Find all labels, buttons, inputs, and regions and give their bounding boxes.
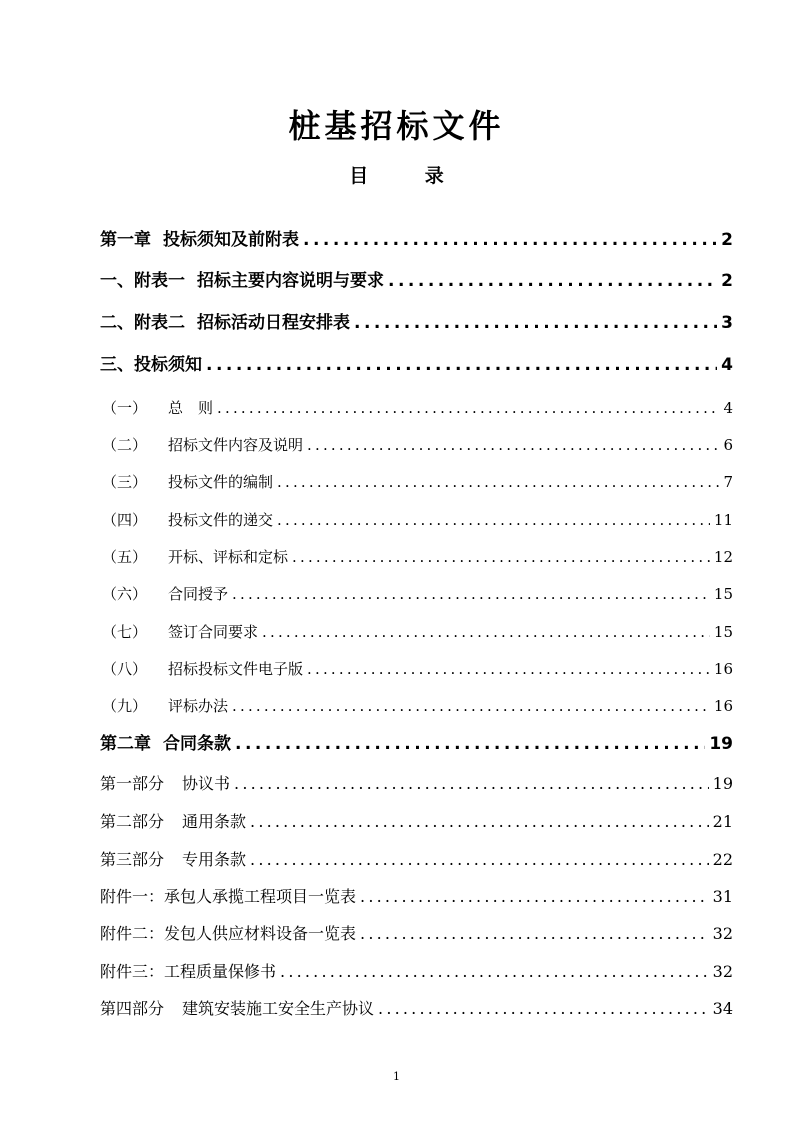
- toc-entry[interactable]: [100, 922, 733, 946]
- toc-entry[interactable]: [100, 657, 733, 681]
- toc-entry-page: 3: [721, 313, 733, 333]
- toc-entry-number: （八）: [102, 660, 148, 678]
- toc-entry-number: 第二章: [100, 734, 151, 754]
- toc-entry-text: 合同授予: [168, 585, 229, 603]
- toc-entry[interactable]: [100, 352, 733, 378]
- toc-entry[interactable]: [100, 810, 733, 834]
- toc-entry-number: （四）: [102, 511, 148, 529]
- toc-leader-dots: [307, 433, 719, 457]
- toc-leader-dots: [378, 997, 709, 1021]
- toc-entry-number: （九）: [102, 697, 148, 715]
- toc-leader-dots: [250, 848, 709, 872]
- toc-entry-number: 二、附表二: [100, 313, 185, 333]
- toc-leader-dots: [232, 582, 710, 606]
- toc-entry-page: 2: [721, 230, 733, 250]
- toc-leader-dots: [303, 227, 717, 253]
- toc-leader-dots: [217, 396, 719, 420]
- toc-entry-page: 32: [712, 962, 733, 981]
- toc-entry-text: 投标须知及前附表: [163, 230, 299, 250]
- toc-leader-dots: [292, 545, 710, 569]
- toc-entry-page: 2: [721, 271, 733, 291]
- toc-entry[interactable]: [100, 310, 733, 336]
- toc-leader-dots: [360, 885, 709, 909]
- toc-entry-page: 4: [723, 399, 733, 417]
- toc-leader-dots: [354, 310, 717, 336]
- toc-entry-page: 7: [723, 473, 733, 491]
- toc-leader-dots: [307, 657, 710, 681]
- toc-leader-dots: [277, 508, 710, 532]
- toc-entry[interactable]: [100, 545, 733, 569]
- toc-entry-number: 第一部分: [100, 774, 165, 793]
- toc-entry-page: 15: [713, 585, 733, 603]
- toc-entry-page: 15: [713, 623, 733, 641]
- toc-entry-page: 16: [713, 697, 733, 715]
- toc-leader-dots: [235, 731, 705, 757]
- toc-entry-text: 专用条款: [182, 850, 247, 869]
- toc-entry-page: 16: [713, 660, 733, 678]
- toc-entry[interactable]: [100, 508, 733, 532]
- toc-leader-dots: [388, 268, 717, 294]
- toc-entry-number: 第二部分: [100, 812, 165, 831]
- toc-leader-dots: [250, 810, 709, 834]
- toc-heading: 目 录: [349, 165, 444, 187]
- toc-entry-page: 19: [709, 734, 733, 754]
- toc-entry[interactable]: [100, 997, 733, 1021]
- toc-entry[interactable]: [100, 731, 733, 757]
- toc-leader-dots: [360, 922, 709, 946]
- toc-entry[interactable]: [100, 772, 733, 796]
- toc-entry-number: （六）: [102, 585, 148, 603]
- toc-entry[interactable]: [100, 960, 733, 984]
- toc-entry[interactable]: [100, 227, 733, 253]
- toc-entry-text: 协议书: [182, 774, 231, 793]
- toc-entry[interactable]: [100, 848, 733, 872]
- toc-entry-page: 19: [712, 774, 733, 793]
- toc-entry-page: 32: [712, 924, 733, 943]
- toc-entry-text: 招标文件内容及说明: [168, 436, 304, 454]
- toc-entry-text: 投标文件的编制: [168, 473, 274, 491]
- toc-entry-number: （二）: [102, 436, 148, 454]
- toc-entry-text: 承包人承揽工程项目一览表: [164, 887, 357, 906]
- toc-entry-number: 第四部分: [100, 999, 165, 1018]
- page-number: 1: [393, 1070, 400, 1083]
- toc-entry-page: 34: [712, 999, 733, 1018]
- toc-entry[interactable]: [100, 694, 733, 718]
- toc-entry-text: 招标活动日程安排表: [197, 313, 350, 333]
- toc-entry-text: 投标文件的递交: [168, 511, 274, 529]
- toc-entry-text: 合同条款: [163, 734, 231, 754]
- toc-entry-page: 22: [712, 850, 733, 869]
- toc-entry-text: 工程质量保修书: [164, 962, 277, 981]
- toc-entry-text: 签订合同要求: [168, 623, 259, 641]
- toc-entry-page: 6: [723, 436, 733, 454]
- toc-entry-number: 附件二：: [100, 924, 165, 943]
- toc-entry-number: （七）: [102, 623, 148, 641]
- toc-entry-number: 第三部分: [100, 850, 165, 869]
- toc-entry-text: 通用条款: [182, 812, 247, 831]
- toc-entry-number: （一）: [102, 399, 148, 417]
- document-title: 桩基招标文件: [288, 107, 505, 145]
- toc-entry-number: 一、附表一: [100, 271, 185, 291]
- toc-entry-text: 建筑安装施工安全生产协议: [182, 999, 375, 1018]
- toc-entry[interactable]: [100, 885, 733, 909]
- toc-entry[interactable]: [100, 433, 733, 457]
- toc-entry-number: 附件三：: [100, 962, 165, 981]
- toc-leader-dots: [206, 352, 717, 378]
- toc-leader-dots: [280, 960, 709, 984]
- toc-entry-number: 附件一：: [100, 887, 165, 906]
- toc-entry-number: 三、投标须知: [100, 355, 202, 375]
- toc-leader-dots: [234, 772, 709, 796]
- toc-entry[interactable]: [100, 396, 733, 420]
- toc-entry-text: 总 则: [168, 399, 214, 417]
- toc-entry-page: 21: [712, 812, 733, 831]
- toc-entry-page: 31: [712, 887, 733, 906]
- toc-entry-page: 4: [721, 355, 733, 375]
- toc-entry[interactable]: [100, 268, 733, 294]
- toc-entry[interactable]: [100, 582, 733, 606]
- toc-entry-page: 11: [713, 511, 733, 529]
- toc-entry-page: 12: [713, 548, 733, 566]
- toc-entry-text: 发包人供应材料设备一览表: [164, 924, 357, 943]
- toc-entry-text: 招标投标文件电子版: [168, 660, 304, 678]
- toc-entry-number: 第一章: [100, 230, 151, 250]
- toc-leader-dots: [232, 694, 710, 718]
- toc-leader-dots: [277, 470, 719, 494]
- toc-entry-number: （五）: [102, 548, 148, 566]
- toc-entry-number: （三）: [102, 473, 148, 491]
- toc-entry-text: 招标主要内容说明与要求: [197, 271, 384, 291]
- toc-leader-dots: [262, 620, 710, 644]
- toc-entry-text: 评标办法: [168, 697, 229, 715]
- toc-entry-text: 开标、评标和定标: [168, 548, 289, 566]
- toc-entry[interactable]: [100, 470, 733, 494]
- toc-entry[interactable]: [100, 620, 733, 644]
